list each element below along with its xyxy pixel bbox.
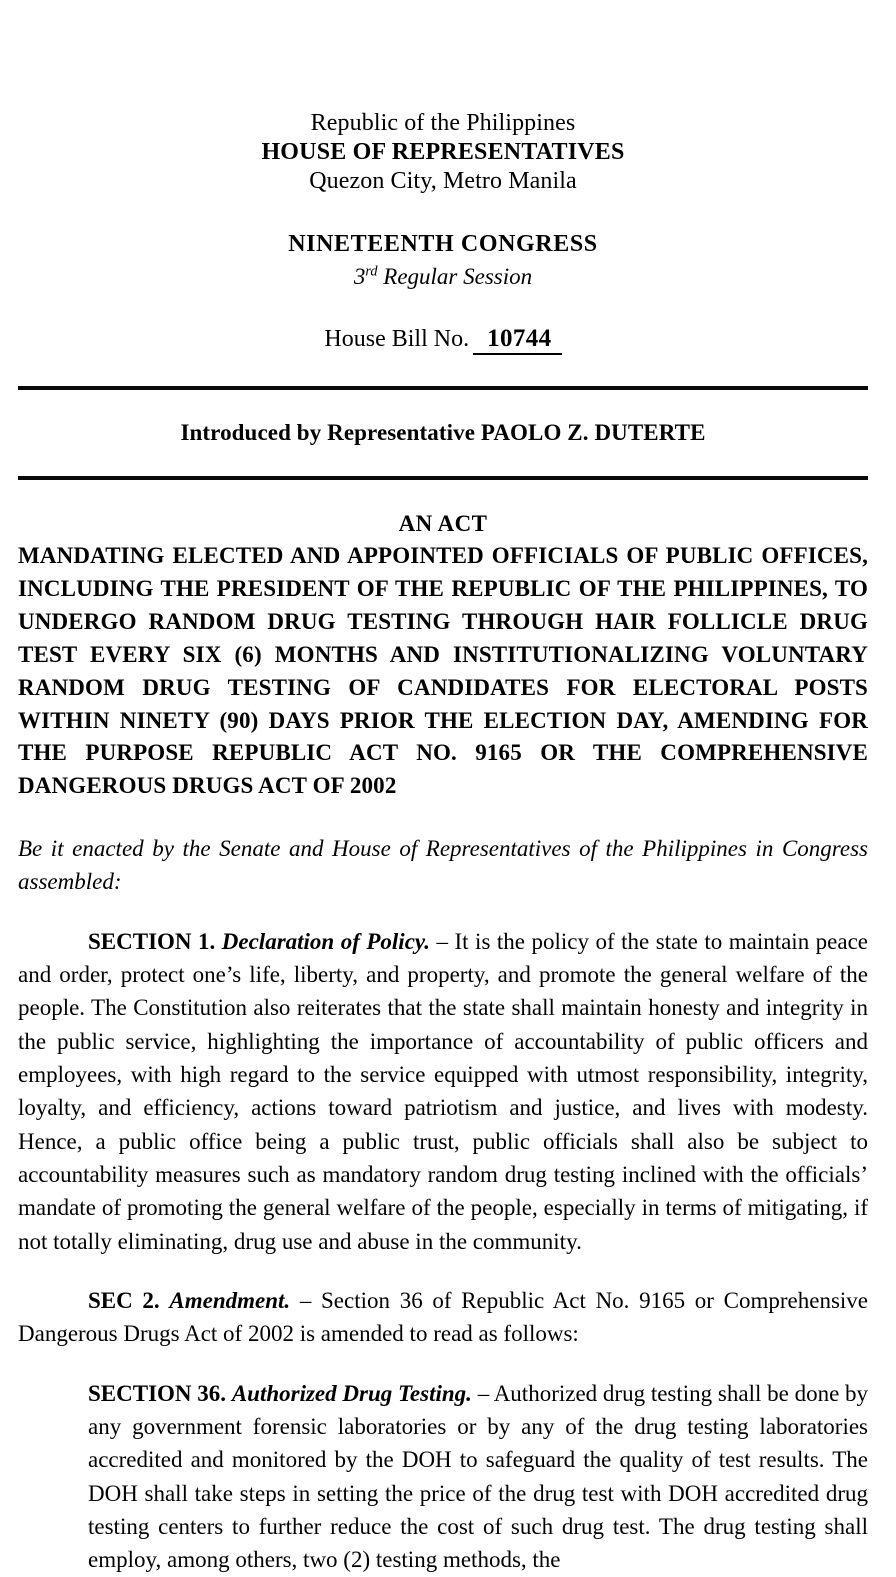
bill-number-value: 10744 xyxy=(473,325,562,355)
section-36-number: SECTION 36. xyxy=(88,1380,227,1406)
section-2-text: Section 36 of Republic Act No. 9165 or Comprehensive Dangerous Drugs Act of 2002 is amended to read as follows: xyxy=(18,1287,868,1347)
section-2-heading: Amendment. xyxy=(169,1287,291,1313)
city-line: Quezon City, Metro Manila xyxy=(309,168,577,195)
session-ordinal: rd xyxy=(365,262,378,279)
session-number: 3 xyxy=(353,263,366,289)
congress-line: NINETEENTH CONGRESS xyxy=(288,231,598,258)
section-2-dash: – xyxy=(299,1287,312,1313)
an-act-label: AN ACT xyxy=(398,510,488,536)
congress-block xyxy=(18,229,868,291)
act-title-block xyxy=(18,510,868,804)
enacting-clause: Be it enacted by the Senate and House of Representatives of the Philippines in Congress assembled: xyxy=(18,836,868,894)
section-36-heading: Authorized Drug Testing. xyxy=(231,1380,472,1406)
republic-line: Republic of the Philippines xyxy=(310,110,576,136)
section-36-dash: – xyxy=(477,1380,490,1406)
divider-rule-bottom xyxy=(18,476,868,480)
section-2-number: SEC 2. xyxy=(88,1287,160,1313)
session-text: Regular Session xyxy=(377,263,533,289)
section-1-text: It is the policy of the state to maintain peace and order, protect one’s life, liberty, and property, and promote the general welfare of the people. The Constitution also reiterates that the state shall maintain honesty and integrity in the public service, highlighting the importance of accountability of public officers and employees, with high regard to the service equipped with utmost responsibility, integrity, loyalty, and efficiency, actions toward patriotism and justice, and lives with modesty. Hence, a public office being a public trust, public officials shall also be subject to accountability measures such as mandatory random drug testing inclined with the officials’ mandate of promoting the general welfare of the people, especially in terms of mitigating, if not totally eliminating, drug use and abuse in the community. xyxy=(18,928,869,1254)
section-36-text: Authorized drug testing shall be done by any government forensic laboratories or by any of the drug testing laboratories accredited and monitored by the DOH to safeguard the quality of test results. The DOH shall take steps in setting the price of the drug test with DOH accredited drug testing centers to further reduce the cost of such drug test. The drug testing shall employ, among others, two (2) testing methods, the xyxy=(88,1380,869,1573)
house-line: HOUSE OF REPRESENTATIVES xyxy=(261,139,625,166)
document-header xyxy=(18,0,868,197)
bill-number-label: House Bill No. xyxy=(324,325,470,352)
section-1-paragraph xyxy=(18,925,868,1258)
introduced-by-line: Introduced by Representative PAOLO Z. DUTERTE xyxy=(180,419,706,445)
section-1-heading: Declaration of Policy. xyxy=(221,928,431,954)
section-2-paragraph xyxy=(18,1284,868,1351)
bill-number-row xyxy=(18,325,868,353)
session-line xyxy=(18,261,868,292)
section-36-paragraph xyxy=(88,1377,868,1577)
section-1-dash: – xyxy=(436,928,449,954)
act-title-text: MANDATING ELECTED AND APPOINTED OFFICIALS OF PUBLIC OFFICES, INCLUDING THE PRESIDENT OF THE REPUBLIC OF THE PHILIPPINES, TO UNDERGO RANDOM DRUG TESTING THROUGH HAIR FOLLICLE DRUG TEST EVERY SIX (6) MONTHS AND INSTITUTIONALIZING VOLUNTARY RANDOM DRUG TESTING OF CANDIDATES FOR ELECTORAL POSTS WITHIN NINETY (90) DAYS PRIOR THE ELECTION DAY, AMENDING FOR THE PURPOSE REPUBLIC ACT NO. 9165 OR THE COMPREHENSIVE DANGEROUS DRUGS ACT OF 2002 xyxy=(18,543,868,799)
section-1-number: SECTION 1. xyxy=(88,928,216,954)
